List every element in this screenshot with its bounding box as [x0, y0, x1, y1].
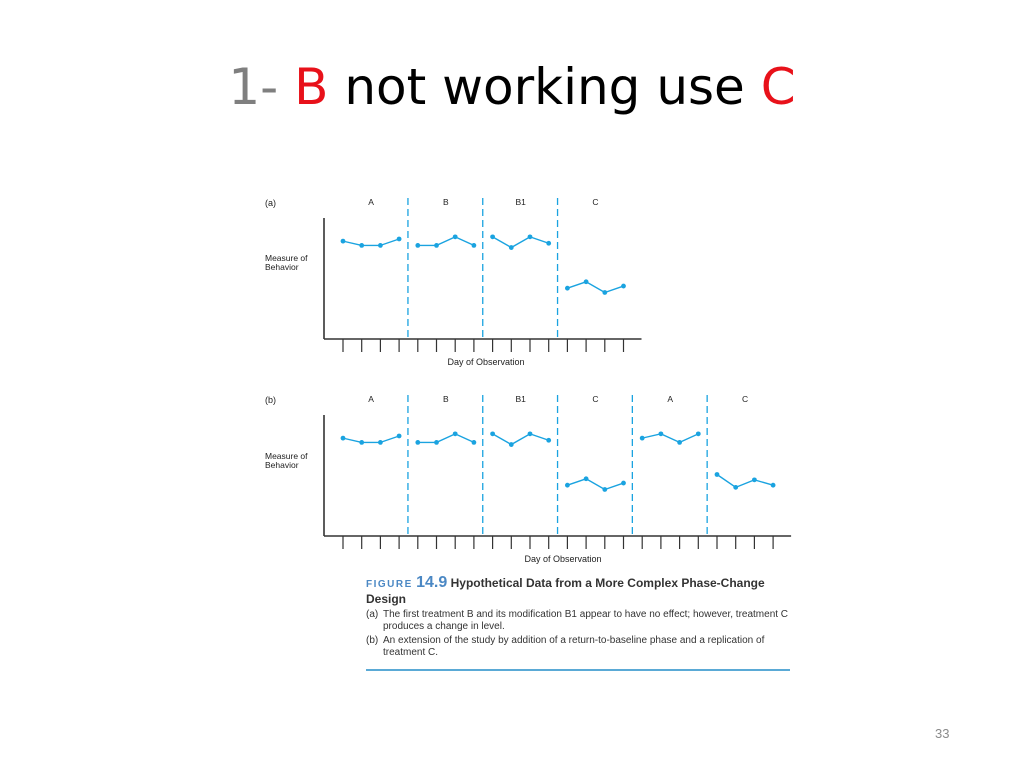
- data-point: [472, 243, 477, 248]
- x-axis-label: Day of Observation: [447, 357, 525, 367]
- caption-item-a: [366, 609, 790, 633]
- series-line-b1: [493, 434, 549, 445]
- data-point: [584, 279, 589, 284]
- title-letter-c: C: [760, 58, 796, 116]
- caption-figure-number: 14.9: [416, 574, 448, 591]
- data-point: [584, 476, 589, 481]
- data-point: [509, 245, 514, 250]
- data-point: [602, 487, 607, 492]
- phase-label: A: [667, 394, 674, 404]
- x-axis-label: Day of Observation: [524, 554, 602, 564]
- data-point: [434, 243, 439, 248]
- page-number: 33: [935, 726, 950, 741]
- caption-rule: [366, 669, 790, 671]
- phase-label: C: [741, 394, 749, 404]
- data-point: [715, 472, 720, 477]
- caption-figure-word: FIGURE: [366, 579, 413, 590]
- series-line-c: [717, 475, 773, 488]
- title-middle-text: not working use: [344, 58, 745, 116]
- data-point: [509, 442, 514, 447]
- data-point: [378, 243, 383, 248]
- series-line-b: [418, 237, 474, 246]
- data-point: [472, 440, 477, 445]
- phase-label: B1: [515, 394, 526, 404]
- data-point: [546, 438, 551, 443]
- phase-label: A: [368, 394, 374, 404]
- caption-item-text: An extension of the study by addition of a return-to-baseline phase and a replication of treatment C.: [383, 635, 765, 658]
- phase-label: C: [592, 197, 599, 207]
- panel-label: (b): [265, 395, 276, 405]
- data-point: [771, 483, 776, 488]
- data-point: [453, 431, 458, 436]
- data-point: [752, 477, 757, 482]
- panel-label: (a): [265, 198, 276, 208]
- caption-item-label: (b): [366, 635, 379, 646]
- phase-label: B: [443, 394, 449, 404]
- data-point: [640, 436, 645, 441]
- chart-panel-b: [265, 394, 791, 564]
- phase-label: A: [368, 197, 374, 207]
- series-line-a: [343, 239, 399, 245]
- data-point: [565, 286, 570, 291]
- chart-panel-a: [265, 197, 642, 367]
- y-axis-label: [265, 451, 308, 470]
- data-point: [490, 234, 495, 239]
- phase-label: C: [592, 394, 599, 404]
- data-point: [621, 481, 626, 486]
- caption-item-b: [366, 635, 790, 659]
- data-point: [341, 239, 346, 244]
- data-point: [733, 485, 738, 490]
- data-point: [565, 483, 570, 488]
- y-axis-label-line: Measure of: [265, 451, 308, 461]
- series-line-a: [642, 434, 698, 443]
- y-axis-label-line: Behavior: [265, 460, 299, 470]
- caption-item-text: The first treatment B and its modification B1 appear to have no effect; however, treatment C produces a change in level.: [383, 609, 789, 632]
- data-point: [696, 431, 701, 436]
- data-point: [397, 434, 402, 439]
- series-line-c: [567, 479, 623, 490]
- data-point: [490, 431, 495, 436]
- data-point: [397, 237, 402, 242]
- data-point: [359, 440, 364, 445]
- caption-item-label: (a): [366, 609, 379, 620]
- data-point: [434, 440, 439, 445]
- phase-label: B: [443, 197, 449, 207]
- y-axis-label: [265, 253, 308, 272]
- series-line-c: [567, 282, 623, 293]
- figure-caption: [366, 575, 790, 659]
- y-axis-label-line: Measure of: [265, 253, 308, 263]
- data-point: [659, 431, 664, 436]
- data-point: [677, 440, 682, 445]
- data-point: [528, 234, 533, 239]
- series-line-b1: [493, 237, 549, 248]
- y-axis-label-line: Behavior: [265, 262, 299, 272]
- data-point: [415, 440, 420, 445]
- caption-title: Hypothetical Data from a More Complex Phase-Change Design: [366, 576, 765, 606]
- title-number: 1-: [228, 58, 279, 116]
- data-point: [453, 234, 458, 239]
- data-point: [528, 431, 533, 436]
- phase-label: B1: [515, 197, 526, 207]
- series-line-b: [418, 434, 474, 443]
- data-point: [602, 290, 607, 295]
- data-point: [546, 241, 551, 246]
- data-point: [359, 243, 364, 248]
- data-point: [378, 440, 383, 445]
- data-point: [341, 436, 346, 441]
- caption-heading: [366, 575, 790, 607]
- data-point: [621, 284, 626, 289]
- series-line-a: [343, 436, 399, 442]
- data-point: [415, 243, 420, 248]
- title-letter-b: B: [294, 58, 329, 116]
